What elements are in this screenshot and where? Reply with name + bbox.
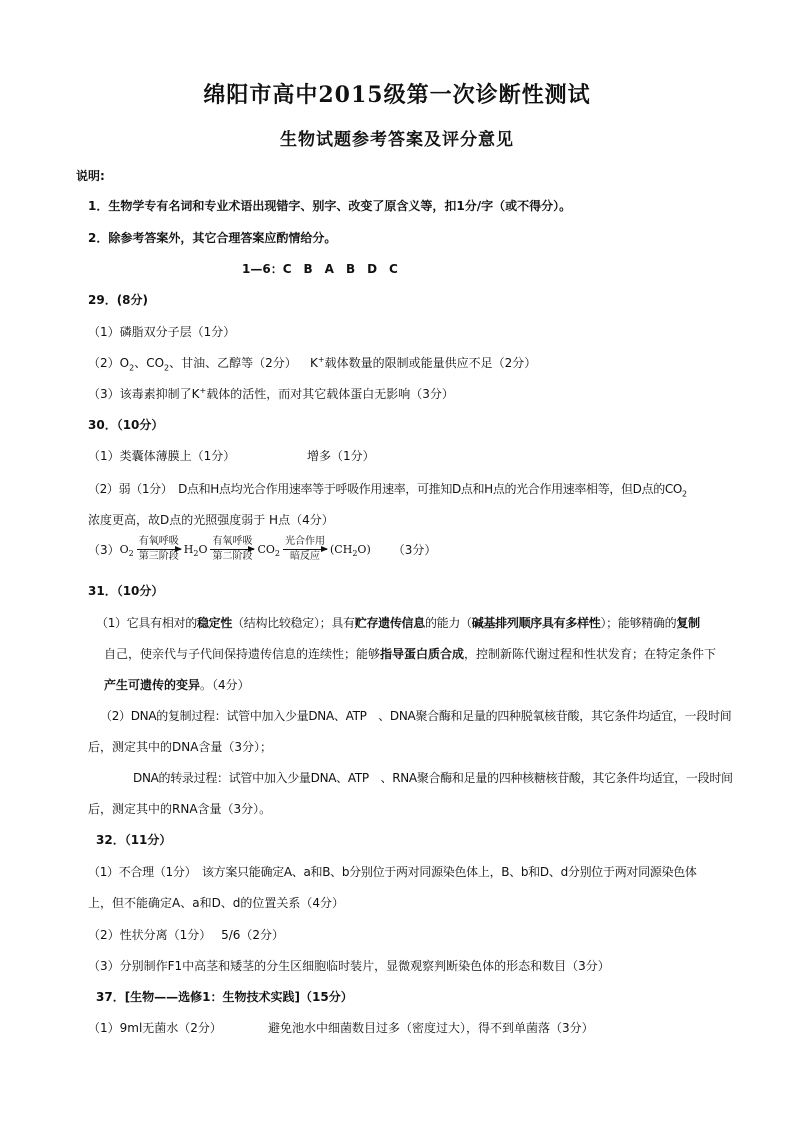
q37-answer-1b: 避免池水中细菌数目过多（密度过大），得不到单菌落（3分） — [268, 1021, 594, 1035]
notes-label: 说明: — [76, 169, 105, 183]
q31-answer-1-line3: 产生可遗传的变异。（4分） — [104, 678, 250, 692]
q29-answer-2: $(2)O_2$、$CO_2$、甘油、乙醇等（2分） — [88, 356, 297, 373]
species-co2: $CO_2$ — [257, 542, 281, 558]
q37-answer-1: （1）9ml无菌水（2分） — [88, 1021, 222, 1035]
q30-answer-1: （1）类囊体薄膜上（1分） — [88, 449, 236, 463]
page-subtitle: 生物试题参考答案及评分意见 — [280, 130, 514, 150]
multiple-choice-answers: 1—6：C B A B D C — [242, 262, 398, 276]
arrow-step-3: 光合作用 暗反应 — [285, 536, 326, 562]
q29-answer-3: （3）该毒素抑制了K+载体的活性，而对其它载体蛋白无影响（3分） — [88, 386, 454, 401]
q32-answer-1-line2: 上，但不能确定A、a和D、d的位置关系（4分） — [88, 896, 345, 910]
q31-answer-2-line4: 后，测定其中的RNA含量（3分）。 — [88, 802, 272, 816]
q29-answer-2b: K+载体数量的限制或能量供应不足（2分） — [310, 355, 537, 370]
reaction-equation — [120, 536, 371, 563]
species-o2: $O_2$ — [119, 542, 134, 558]
q29-header: 29．(8分) — [88, 293, 149, 307]
q32-header: 32．（11分） — [96, 833, 172, 847]
q31-answer-1-line1: （1）它具有相对的稳定性（结构比较稳定）；具有贮存遗传信息的能力（碱基排列顺序具有多样性）；能够精确的复制 — [96, 616, 700, 630]
right-arrow-icon — [137, 549, 181, 550]
q32-answer-1-line1: （1）不合理（1分） 该方案只能确定A、a和B、b分别位于两对同源染色体上，B、b和D、d分别位于两对同源染色体 — [88, 865, 697, 879]
note-item-1: 1．生物学专有名词和专业术语出现错字、别字、改变了原含义等，扣1分/字（或不得分）。 — [88, 199, 572, 213]
arrow-step-2: 有氧呼吸 第二阶段 — [212, 536, 253, 562]
q31-answer-2-line1: （2）DNA的复制过程：试管中加入少量DNA、ATP 、DNA聚合酶和足量的四种脱氧核苷酸，其它条件均适宜，一段时间 — [100, 709, 732, 723]
right-arrow-icon — [210, 549, 254, 550]
note-item-2: 2．除参考答案外，其它合理答案应酌情给分。 — [88, 231, 337, 245]
q31-header: 31．（10分） — [88, 584, 164, 598]
q37-header: 37．[生物——选修1：生物技术实践]（15分） — [96, 990, 353, 1004]
page-title: 绵阳市高中2015级第一次诊断性测试 — [203, 82, 591, 108]
q30-answer-3-score: （3分） — [392, 542, 437, 557]
q31-answer-2-line2: 后，测定其中的DNA含量（3分）； — [88, 740, 273, 754]
species-ch2o: $(CH_2O)$ — [330, 542, 371, 558]
q30-answer-1b: 增多（1分） — [307, 449, 375, 463]
arrow-step-1: 有氧呼吸 第三阶段 — [138, 536, 179, 562]
q30-answer-3-label: （3） — [88, 542, 120, 557]
q32-answer-2: （2）性状分离（1分） 5/6（2分） — [88, 928, 285, 942]
q31-answer-1-line2: 自己，使亲代与子代间保持遗传信息的连续性；能够指导蛋白质合成，控制新陈代谢过程和性状发育；在特定条件下 — [104, 647, 717, 661]
q30-answer-2-line2: 浓度更高，故D点的光照强度弱于 H点（4分） — [88, 513, 334, 527]
q29-answer-1: （1）磷脂双分子层（1分） — [88, 325, 236, 339]
q30-answer-3 — [88, 536, 436, 563]
species-h2o: $H_2O$ — [183, 542, 208, 558]
right-arrow-icon — [283, 549, 327, 550]
q31-answer-2-line3: DNA的转录过程：试管中加入少量DNA、ATP 、RNA聚合酶和足量的四种核糖核苷酸，其它条件均适宜，一段时间 — [133, 771, 733, 785]
q30-header: 30．（10分） — [88, 418, 164, 432]
q30-answer-2-line1: （2）弱（1分） D点和H点均光合作用速率等于呼吸作用速率，可推知D点和H点的光合作用速率相等，但D点的$CO_2$ — [88, 482, 687, 499]
q32-answer-3: （3）分别制作F1中高茎和矮茎的分生区细胞临时装片，显微观察判断染色体的形态和数目（3分） — [88, 959, 610, 973]
